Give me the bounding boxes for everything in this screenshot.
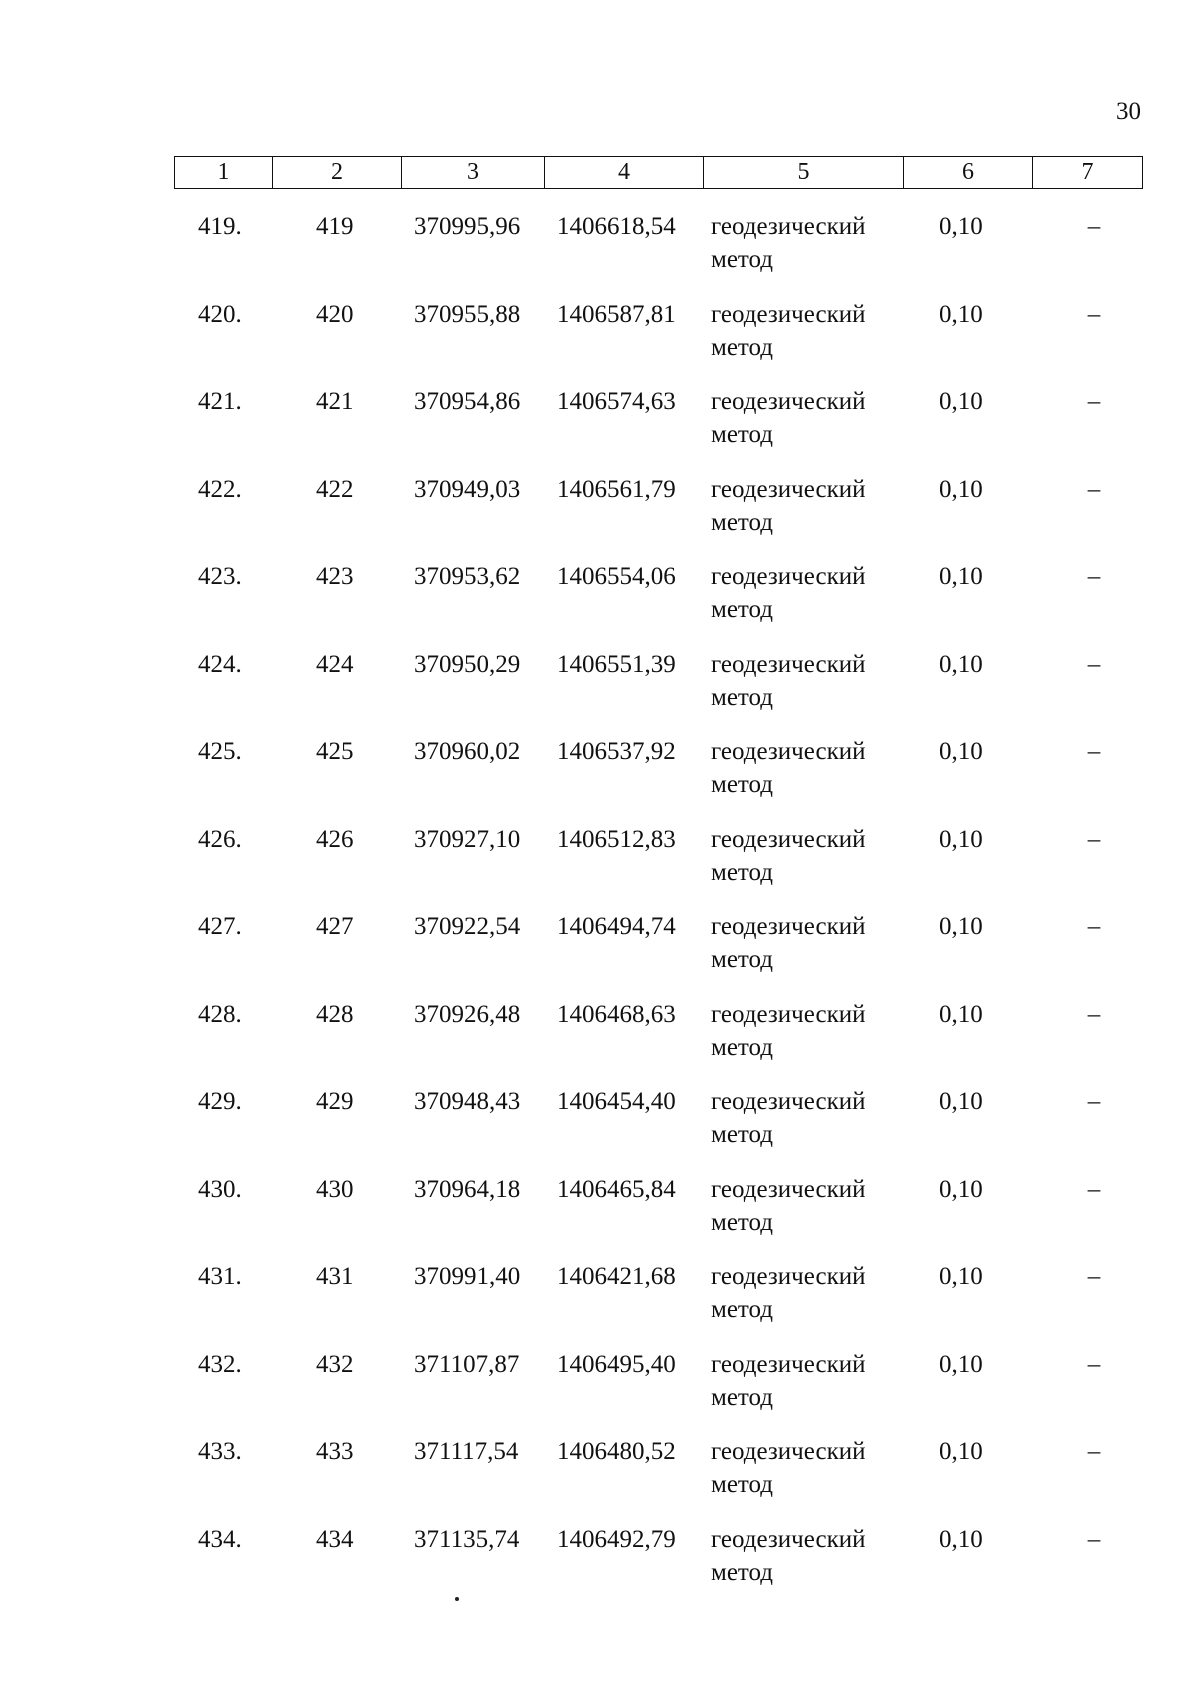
header-cell-2: 2 — [273, 157, 402, 189]
table-row — [174, 729, 1142, 817]
header-cell-3: 3 — [402, 157, 545, 189]
method — [711, 735, 865, 801]
coord-y: 1406465,84 — [557, 1175, 676, 1203]
row-number: 427. — [198, 913, 242, 940]
method-line-1: геодезический — [711, 213, 866, 240]
method-line-2: метод — [711, 246, 774, 273]
accuracy: 0,10 — [939, 213, 983, 240]
note: – — [1087, 388, 1101, 415]
method — [711, 298, 865, 364]
coord-x: 370964,18 — [414, 1175, 521, 1203]
row-number: 421. — [198, 388, 242, 415]
method — [711, 385, 865, 451]
table-row — [174, 1429, 1142, 1517]
method-line-1: геодезический — [711, 475, 866, 503]
note: – — [1087, 1525, 1101, 1553]
header-cell-4: 4 — [545, 157, 704, 189]
coord-x: 370922,54 — [414, 913, 521, 940]
coord-y: 1406480,52 — [557, 1438, 676, 1465]
row-number: 428. — [198, 1000, 242, 1028]
page-number: 30 — [1116, 98, 1141, 125]
header-cell-5: 5 — [704, 157, 904, 189]
method-line-2: метод — [711, 858, 774, 886]
method — [711, 1435, 865, 1501]
accuracy: 0,10 — [939, 1438, 983, 1465]
method-line-2: метод — [711, 1121, 774, 1148]
coord-y: 1406561,79 — [557, 475, 676, 503]
row-number: 420. — [198, 300, 242, 328]
method-line-1: геодезический — [711, 388, 866, 415]
header-cell-6: 6 — [904, 157, 1033, 189]
coord-y: 1406492,79 — [557, 1525, 676, 1553]
table-row — [174, 904, 1142, 992]
method — [711, 1260, 865, 1326]
coord-y: 1406495,40 — [557, 1350, 676, 1378]
note: – — [1087, 563, 1101, 590]
method-line-2: метод — [711, 596, 774, 623]
method — [711, 1173, 865, 1239]
scan-speck — [455, 1597, 459, 1601]
note: – — [1087, 825, 1101, 853]
method-line-2: метод — [711, 1033, 774, 1061]
coord-y: 1406421,68 — [557, 1263, 676, 1290]
method — [711, 1348, 865, 1414]
note: – — [1087, 1263, 1101, 1290]
accuracy: 0,10 — [939, 475, 983, 503]
method-line-1: геодезический — [711, 1000, 866, 1028]
coord-x: 370950,29 — [414, 650, 521, 678]
accuracy: 0,10 — [939, 1350, 983, 1378]
accuracy: 0,10 — [939, 563, 983, 590]
method — [711, 648, 865, 714]
row-number: 424. — [198, 650, 242, 678]
table-header — [174, 156, 1143, 189]
table-row — [174, 204, 1142, 292]
row-number: 422. — [198, 475, 242, 503]
point-id: 424 — [316, 650, 354, 678]
method-line-1: геодезический — [711, 300, 866, 328]
note: – — [1087, 1088, 1101, 1115]
coord-y: 1406468,63 — [557, 1000, 676, 1028]
note: – — [1087, 475, 1101, 503]
coord-y: 1406554,06 — [557, 563, 676, 590]
accuracy: 0,10 — [939, 650, 983, 678]
method — [711, 998, 865, 1064]
row-number: 425. — [198, 738, 242, 765]
method-line-2: метод — [711, 946, 774, 973]
header-cell-1: 1 — [175, 157, 273, 189]
coord-x: 370991,40 — [414, 1263, 521, 1290]
table-row — [174, 379, 1142, 467]
method-line-1: геодезический — [711, 738, 866, 765]
table-row — [174, 817, 1142, 905]
table-body — [174, 204, 1142, 1604]
point-id: 430 — [316, 1175, 354, 1203]
accuracy: 0,10 — [939, 1000, 983, 1028]
header-row — [175, 157, 1143, 189]
coord-x: 370995,96 — [414, 213, 521, 240]
table-row — [174, 992, 1142, 1080]
row-number: 419. — [198, 213, 242, 240]
method — [711, 473, 865, 539]
method-line-1: геодезический — [711, 825, 866, 853]
point-id: 423 — [316, 563, 354, 590]
coord-y: 1406618,54 — [557, 213, 676, 240]
coord-y: 1406494,74 — [557, 913, 676, 940]
coord-x: 370926,48 — [414, 1000, 521, 1028]
method-line-1: геодезический — [711, 913, 866, 940]
method-line-2: метод — [711, 683, 774, 711]
method-line-2: метод — [711, 508, 774, 536]
row-number: 431. — [198, 1263, 242, 1290]
method — [711, 560, 865, 626]
method-line-2: метод — [711, 1208, 774, 1236]
table-row — [174, 642, 1142, 730]
method-line-2: метод — [711, 1296, 774, 1323]
accuracy: 0,10 — [939, 825, 983, 853]
row-number: 426. — [198, 825, 242, 853]
point-id: 422 — [316, 475, 354, 503]
coord-y: 1406454,40 — [557, 1088, 676, 1115]
point-id: 421 — [316, 388, 354, 415]
note: – — [1087, 650, 1101, 678]
method — [711, 1085, 865, 1151]
coord-x: 371107,87 — [414, 1350, 520, 1378]
method-line-2: метод — [711, 1471, 774, 1498]
method-line-2: метод — [711, 333, 774, 361]
table-row — [174, 1517, 1142, 1605]
method-line-2: метод — [711, 1383, 774, 1411]
coord-x: 370927,10 — [414, 825, 521, 853]
coord-x: 370953,62 — [414, 563, 521, 590]
table-row — [174, 1167, 1142, 1255]
point-id: 420 — [316, 300, 354, 328]
note: – — [1087, 738, 1101, 765]
coord-y: 1406537,92 — [557, 738, 676, 765]
row-number: 432. — [198, 1350, 242, 1378]
table-row — [174, 1342, 1142, 1430]
note: – — [1087, 300, 1101, 328]
point-id: 434 — [316, 1525, 354, 1553]
row-number: 430. — [198, 1175, 242, 1203]
method — [711, 210, 865, 276]
method-line-1: геодезический — [711, 1263, 866, 1290]
point-id: 428 — [316, 1000, 354, 1028]
row-number: 423. — [198, 563, 242, 590]
point-id: 427 — [316, 913, 354, 940]
method-line-1: геодезический — [711, 563, 866, 590]
method — [711, 1523, 865, 1589]
table-row — [174, 1079, 1142, 1167]
coord-y: 1406587,81 — [557, 300, 676, 328]
coord-x: 371135,74 — [414, 1525, 520, 1553]
accuracy: 0,10 — [939, 1175, 983, 1203]
coord-y: 1406512,83 — [557, 825, 676, 853]
accuracy: 0,10 — [939, 300, 983, 328]
method-line-1: геодезический — [711, 1438, 866, 1465]
method-line-1: геодезический — [711, 650, 866, 678]
coord-x: 370954,86 — [414, 388, 521, 415]
row-number: 429. — [198, 1088, 242, 1115]
accuracy: 0,10 — [939, 1263, 983, 1290]
row-number: 433. — [198, 1438, 242, 1465]
note: – — [1087, 1350, 1101, 1378]
method-line-1: геодезический — [711, 1525, 866, 1553]
note: – — [1087, 1000, 1101, 1028]
note: – — [1087, 913, 1101, 940]
point-id: 419 — [316, 213, 354, 240]
note: – — [1087, 213, 1101, 240]
table-row — [174, 292, 1142, 380]
method — [711, 823, 865, 889]
coord-x: 370960,02 — [414, 738, 521, 765]
accuracy: 0,10 — [939, 388, 983, 415]
coord-y: 1406574,63 — [557, 388, 676, 415]
coord-x: 371117,54 — [414, 1438, 519, 1465]
point-id: 425 — [316, 738, 354, 765]
method-line-2: метод — [711, 1558, 774, 1586]
coord-y: 1406551,39 — [557, 650, 676, 678]
method-line-1: геодезический — [711, 1088, 866, 1115]
accuracy: 0,10 — [939, 738, 983, 765]
accuracy: 0,10 — [939, 1088, 983, 1115]
table-row — [174, 554, 1142, 642]
accuracy: 0,10 — [939, 913, 983, 940]
method-line-1: геодезический — [711, 1350, 866, 1378]
accuracy: 0,10 — [939, 1525, 983, 1553]
method — [711, 910, 865, 976]
method-line-1: геодезический — [711, 1175, 866, 1203]
table-row — [174, 467, 1142, 555]
note: – — [1087, 1175, 1101, 1203]
coord-x: 370948,43 — [414, 1088, 521, 1115]
method-line-2: метод — [711, 421, 774, 448]
table-row — [174, 1254, 1142, 1342]
note: – — [1087, 1438, 1101, 1465]
point-id: 432 — [316, 1350, 354, 1378]
method-line-2: метод — [711, 771, 774, 798]
coord-x: 370955,88 — [414, 300, 521, 328]
point-id: 433 — [316, 1438, 354, 1465]
row-number: 434. — [198, 1525, 242, 1553]
point-id: 429 — [316, 1088, 354, 1115]
point-id: 426 — [316, 825, 354, 853]
header-cell-7: 7 — [1033, 157, 1143, 189]
coord-x: 370949,03 — [414, 475, 521, 503]
point-id: 431 — [316, 1263, 354, 1290]
